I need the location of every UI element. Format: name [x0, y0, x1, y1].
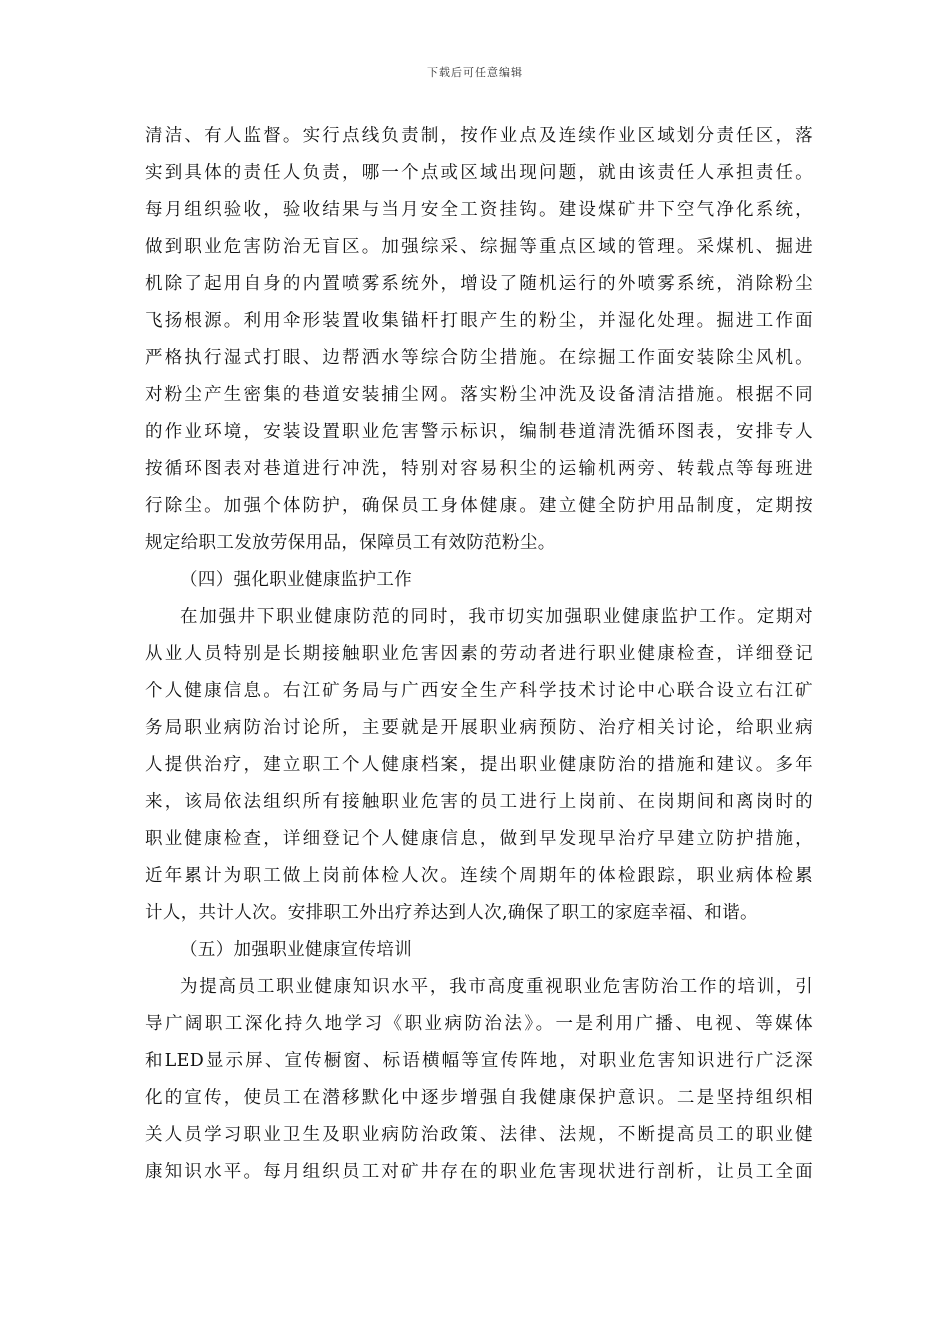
- text-line: 务局职业病防治讨论所，主要就是开展职业病预防、治疗相关讨论，给职业病: [145, 718, 813, 738]
- section-heading: （五）加强职业健康宣传培训: [180, 940, 413, 960]
- text-line: 严格执行湿式打眼、边帮洒水等综合防尘措施。在综掘工作面安装除尘风机。: [145, 348, 813, 368]
- text-line: 规定给职工发放劳保用品，保障员工有效防范粉尘。: [145, 533, 556, 553]
- page-header: 下载后可任意编辑: [427, 66, 523, 79]
- text-line: 在加强井下职业健康防范的同时，我市切实加强职业健康监护工作。定期对: [180, 607, 813, 627]
- text-line: 化的宣传，使员工在潜移默化中逐步增强自我健康保护意识。二是坚持组织相: [145, 1088, 813, 1108]
- text-line: 按循环图表对巷道进行冲洗，特别对容易积尘的运输机两旁、转载点等每班进: [145, 459, 813, 479]
- text-line: 从业人员特别是长期接触职业危害因素的劳动者进行职业健康检查，详细登记: [145, 644, 813, 664]
- text-line: 近年累计为职工做上岗前体检人次。连续个周期年的体检跟踪，职业病体检累: [145, 866, 813, 886]
- text-line: 行除尘。加强个体防护，确保员工身体健康。建立健全防护用品制度，定期按: [145, 496, 813, 516]
- text-line: 的作业环境，安装设置职业危害警示标识，编制巷道清洗循环图表，安排专人: [145, 422, 813, 442]
- text-line: 对粉尘产生密集的巷道安装捕尘网。落实粉尘冲洗及设备清洁措施。根据不同: [145, 385, 813, 405]
- text-line: 和LED显示屏、宣传橱窗、标语横幅等宣传阵地，对职业危害知识进行广泛深: [145, 1051, 813, 1071]
- text-line: 飞扬根源。利用伞形装置收集锚杆打眼产生的粉尘，并湿化处理。掘进工作面: [145, 311, 813, 331]
- text-line: 关人员学习职业卫生及职业病防治政策、法律、法规，不断提高员工的职业健: [145, 1125, 813, 1145]
- text-line: 个人健康信息。右江矿务局与广西安全生产科学技术讨论中心联合设立右江矿: [145, 681, 813, 701]
- text-line: 机除了起用自身的内置喷雾系统外，增设了随机运行的外喷雾系统，消除粉尘: [145, 274, 813, 294]
- document-body: [145, 118, 813, 1191]
- text-line: 导广阔职工深化持久地学习《职业病防治法》。一是利用广播、电视、等媒体: [145, 1014, 813, 1034]
- text-line: 实到具体的责任人负责，哪一个点或区域出现问题，就由该责任人承担责任。: [145, 163, 813, 183]
- text-line: 为提高员工职业健康知识水平，我市高度重视职业危害防治工作的培训，引: [180, 977, 813, 997]
- text-line: 每月组织验收，验收结果与当月安全工资挂钩。建设煤矿井下空气净化系统，: [145, 200, 813, 220]
- section-heading: （四）强化职业健康监护工作: [180, 570, 413, 590]
- text-line: 人提供治疗，建立职工个人健康档案，提出职业健康防治的措施和建议。多年: [145, 755, 813, 775]
- text-line: 做到职业危害防治无盲区。加强综采、综掘等重点区域的管理。采煤机、掘进: [145, 237, 813, 257]
- text-line: 康知识水平。每月组织员工对矿井存在的职业危害现状进行剖析，让员工全面: [145, 1162, 813, 1182]
- text-line: 职业健康检查，详细登记个人健康信息，做到早发现早治疗早建立防护措施，: [145, 829, 813, 849]
- text-line: 清洁、有人监督。实行点线负责制，按作业点及连续作业区域划分责任区，落: [145, 126, 813, 146]
- text-line: 来，该局依法组织所有接触职业危害的员工进行上岗前、在岗期间和离岗时的: [145, 792, 813, 812]
- text-line: 计人，共计人次。安排职工外出疗养达到人次,确保了职工的家庭幸福、和谐。: [145, 903, 758, 923]
